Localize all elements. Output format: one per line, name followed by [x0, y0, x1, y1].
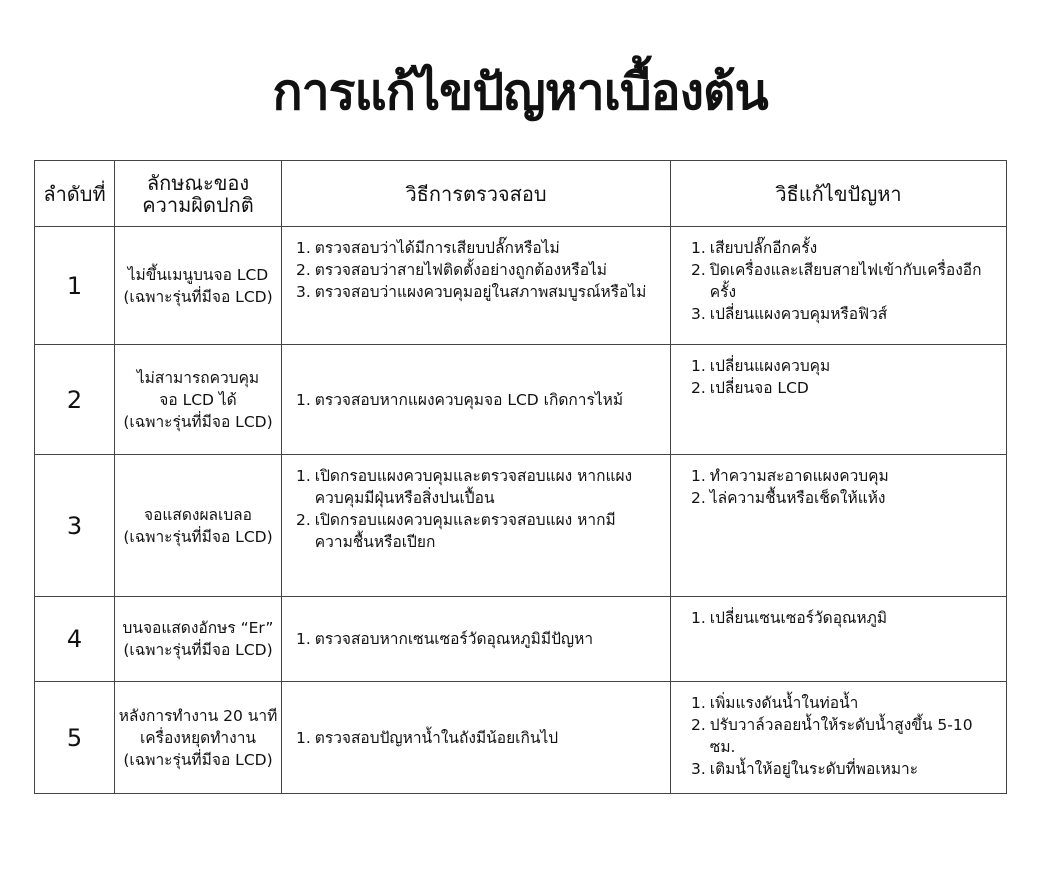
fix-cell [671, 597, 1007, 682]
fix-cell [671, 345, 1007, 455]
step-text: ตรวจสอบว่าสายไฟติดตั้งอย่างถูกต้องหรือไม่ [314, 261, 608, 279]
fix-step [691, 259, 1000, 303]
check-list [282, 727, 670, 749]
check-step [296, 727, 664, 749]
symptom-cell [115, 227, 282, 345]
step-text: เปลี่ยนแผงควบคุม [709, 357, 831, 375]
check-list [282, 628, 670, 650]
row-number: 3 [35, 455, 115, 597]
fix-step [691, 692, 1000, 714]
check-step [296, 628, 664, 650]
fix-list [671, 237, 1006, 325]
fix-step [691, 487, 1000, 509]
step-text: ทำความสะอาดแผงควบคุม [709, 467, 889, 485]
symptom-cell [115, 345, 282, 455]
header-check: วิธีการตรวจสอบ [282, 161, 671, 227]
symptom-line: ไม่ขึ้นเมนูบนจอ LCD [127, 265, 269, 284]
fix-list [671, 607, 1006, 629]
check-list [282, 465, 670, 553]
fix-cell [671, 227, 1007, 345]
symptom-cell [115, 682, 282, 794]
fix-list [671, 465, 1006, 509]
check-step [296, 509, 664, 553]
symptom-cell [115, 455, 282, 597]
check-step [296, 281, 664, 303]
header-no: ลำดับที่ [35, 161, 115, 227]
step-number: 2. [691, 716, 706, 734]
step-text: เปลี่ยนเซนเซอร์วัดอุณหภูมิ [709, 609, 888, 627]
symptom-line: เครื่องหยุดทำงาน [139, 728, 257, 747]
fix-step [691, 714, 1000, 758]
step-text: เปิดกรอบแผงควบคุมและตรวจสอบแผง หากมีความชื้นหรือเปียก [314, 511, 616, 551]
fix-step [691, 758, 1000, 780]
fix-step [691, 377, 1000, 399]
row-number: 4 [35, 597, 115, 682]
step-text: ปิดเครื่องและเสียบสายไฟเข้ากับเครื่องอีกครั้ง [709, 261, 982, 301]
fix-step [691, 303, 1000, 325]
row-number: 5 [35, 682, 115, 794]
check-cell [282, 682, 671, 794]
fix-step [691, 237, 1000, 259]
symptom-line: จอแสดงผลเบลอ [143, 505, 252, 524]
step-text: ปรับวาล์วลอยน้ำให้ระดับน้ำสูงขึ้น 5-10 ซม. [709, 716, 973, 756]
step-number: 1. [691, 357, 706, 375]
check-cell [282, 227, 671, 345]
step-text: เสียบปลั๊กอีกครั้ง [709, 239, 818, 257]
step-number: 1. [296, 728, 311, 747]
fix-step [691, 465, 1000, 487]
table-row [35, 345, 1007, 455]
symptom-line: (เฉพาะรุ่นที่มีจอ LCD) [123, 750, 273, 769]
step-text: เติมน้ำให้อยู่ในระดับที่พอเหมาะ [709, 760, 919, 778]
check-step [296, 259, 664, 281]
step-number: 1. [296, 467, 311, 485]
step-text: เปิดกรอบแผงควบคุมและตรวจสอบแผง หากแผงควบคุมมีฝุ่นหรือสิ่งปนเปื้อน [314, 467, 633, 507]
symptom-line: (เฉพาะรุ่นที่มีจอ LCD) [123, 287, 273, 306]
step-number: 1. [691, 694, 706, 712]
fix-cell [671, 455, 1007, 597]
table-row [35, 455, 1007, 597]
row-number: 2 [35, 345, 115, 455]
page-title: การแก้ไขปัญหาเบื้องต้น [272, 63, 768, 121]
fix-step [691, 355, 1000, 377]
step-number: 1. [296, 239, 311, 257]
step-text: เปลี่ยนจอ LCD [709, 379, 809, 397]
step-number: 1. [691, 609, 706, 627]
table-row [35, 227, 1007, 345]
step-text: ไล่ความชื้นหรือเช็ดให้แห้ง [709, 489, 886, 507]
table-row [35, 682, 1007, 794]
symptom-line: (เฉพาะรุ่นที่มีจอ LCD) [123, 412, 273, 431]
step-number: 2. [296, 511, 311, 529]
header-symptom-line1: ลักษณะของ [146, 170, 250, 195]
symptom-line: (เฉพาะรุ่นที่มีจอ LCD) [123, 527, 273, 546]
step-number: 1. [691, 467, 706, 485]
step-number: 1. [296, 630, 311, 648]
step-number: 3. [691, 305, 706, 323]
header-fix: วิธีแก้ไขปัญหา [671, 161, 1007, 227]
check-cell [282, 455, 671, 597]
step-number: 1. [691, 239, 706, 257]
fix-list [671, 692, 1006, 780]
step-number: 1. [296, 390, 311, 409]
step-number: 2. [296, 261, 311, 279]
step-number: 2. [691, 379, 706, 397]
troubleshooting-table [34, 160, 1007, 794]
step-number: 3. [691, 760, 706, 778]
symptom-line: หลังการทำงาน 20 นาที [118, 706, 278, 725]
step-text: ตรวจสอบหากเซนเซอร์วัดอุณหภูมิมีปัญหา [314, 630, 594, 648]
check-cell [282, 597, 671, 682]
symptom-line: (เฉพาะรุ่นที่มีจอ LCD) [123, 641, 273, 659]
step-text: เพิ่มแรงดันน้ำในท่อน้ำ [709, 694, 859, 712]
step-number: 2. [691, 489, 706, 507]
step-number: 3. [296, 283, 311, 301]
row-number: 1 [35, 227, 115, 345]
step-text: ตรวจสอบปัญหาน้ำในถังมีน้อยเกินไป [314, 728, 559, 747]
step-text: ตรวจสอบว่าแผงควบคุมอยู่ในสภาพสมบูรณ์หรือไม่ [314, 283, 647, 301]
table-header-row [35, 161, 1007, 227]
check-list [282, 389, 670, 411]
step-text: ตรวจสอบหากแผงควบคุมจอ LCD เกิดการไหม้ [314, 390, 624, 409]
symptom-line: จอ LCD ได้ [159, 390, 237, 409]
check-step [296, 237, 664, 259]
fix-list [671, 355, 1006, 399]
check-step [296, 465, 664, 509]
fix-step [691, 607, 1000, 629]
header-symptom [115, 161, 282, 227]
symptom-line: ไม่สามารถควบคุม [136, 368, 260, 387]
step-number: 2. [691, 261, 706, 279]
symptom-cell [115, 597, 282, 682]
fix-cell [671, 682, 1007, 794]
step-text: ตรวจสอบว่าได้มีการเสียบปลั๊กหรือไม่ [314, 239, 560, 257]
check-cell [282, 345, 671, 455]
check-list [282, 237, 670, 303]
table-row [35, 597, 1007, 682]
step-text: เปลี่ยนแผงควบคุมหรือฟิวส์ [709, 305, 888, 323]
header-symptom-line2: ความผิดปกติ [142, 192, 254, 217]
check-step [296, 389, 664, 411]
symptom-line: บนจอแสดงอักษร “Er” [122, 619, 274, 637]
